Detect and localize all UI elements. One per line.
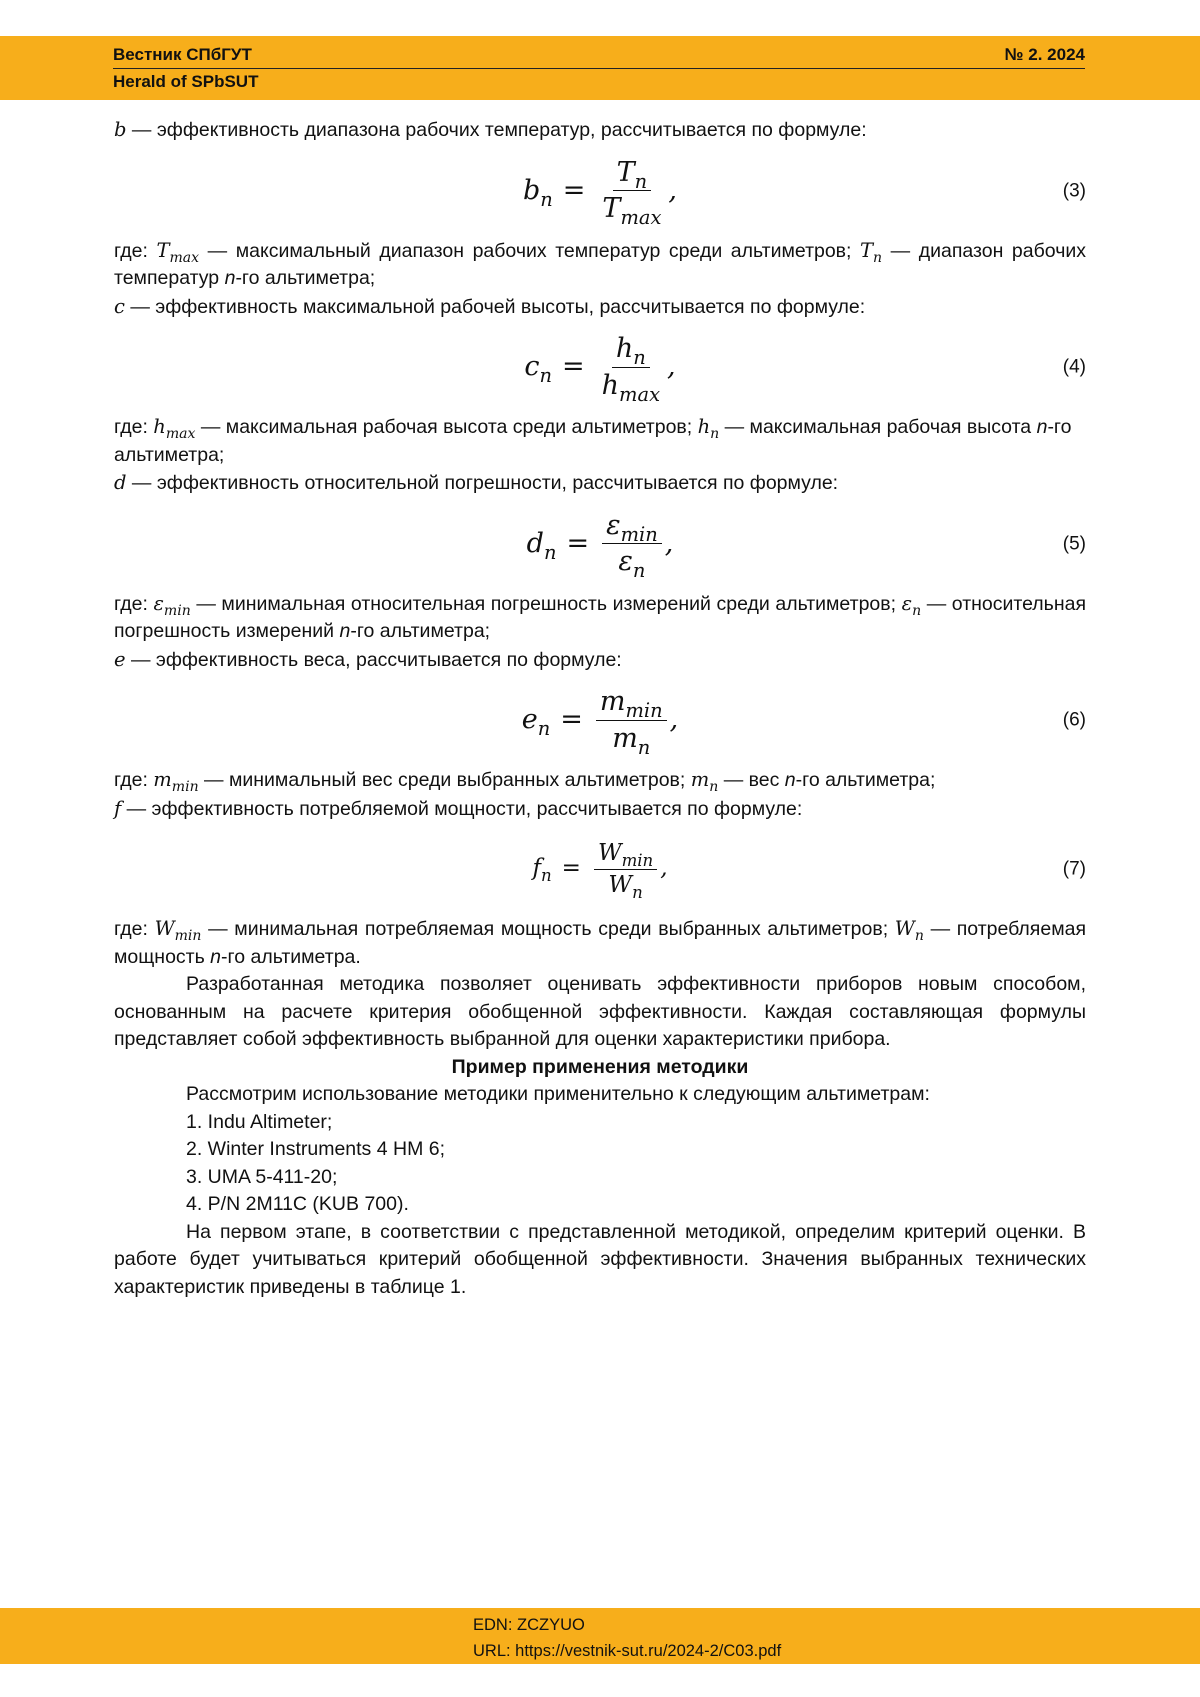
edn-code: EDN: ZCZYUO	[453, 1612, 1081, 1638]
list-intro: Рассмотрим использование методики применительно к следующим альтиметрам:	[186, 1081, 1086, 1109]
e-definition: e — эффективность веса, рассчитывается по формуле:	[114, 646, 1086, 675]
formula-number: (5)	[1063, 530, 1086, 558]
formula-number: (6)	[1063, 706, 1086, 734]
section-title: Пример применения методики	[114, 1054, 1086, 1082]
c-where: где: hmax — максимальная рабочая высота среди альтиметров; hn — максимальная рабочая высота n-го альтиметра;	[114, 413, 1086, 469]
journal-footer	[0, 1608, 1200, 1664]
journal-header	[0, 36, 1200, 100]
formula-6: en = mmin mn , (6)	[114, 674, 1086, 766]
formula-5: dn = εmin εn , (5)	[114, 498, 1086, 590]
journal-title-ru: Вестник СПбГУТ	[113, 45, 252, 65]
formula-4: cn = hn hmax , (4)	[114, 321, 1086, 413]
b-where: где: Tmax — максимальный диапазон рабочих температур среди альтиметров; Tn — диапазон рабочих температур n-го альтиметра;	[114, 237, 1086, 293]
issue-number: № 2. 2024	[1005, 45, 1085, 65]
formula-number: (7)	[1063, 855, 1086, 883]
formula-number: (3)	[1063, 177, 1086, 205]
formula-3: bn = Tn Tmax , (3)	[114, 145, 1086, 237]
d-definition: d — эффективность относительной погрешности, рассчитывается по формуле:	[114, 469, 1086, 498]
list-item: 1. Indu Altimeter;	[186, 1109, 1086, 1137]
paragraph-final: На первом этапе, в соответствии с представленной методикой, определим критерий оценки. В работе будет учитываться критерий обобщенной эффективности. Значения выбранных технических характеристик приведены в таблице 1.	[114, 1219, 1086, 1302]
list-item: 3. UMA 5-411-20;	[186, 1164, 1086, 1192]
d-where: где: εmin — минимальная относительная погрешность измерений среди альтиметров; εn — относительная погрешность измерений n-го альтиметра;	[114, 590, 1086, 646]
altimeter-list	[114, 1081, 1086, 1219]
c-definition: c — эффективность максимальной рабочей высоты, рассчитывается по формуле:	[114, 293, 1086, 322]
formula-7: fn = Wmin Wn , (7)	[114, 823, 1086, 915]
journal-title-en: Herald of SPbSUT	[113, 72, 1085, 92]
article-url[interactable]: URL: https://vestnik-sut.ru/2024-2/C03.pdf	[453, 1638, 1081, 1664]
paragraph-method: Разработанная методика позволяет оценивать эффективности приборов новым способом, основанным на расчете критерия обобщенной эффективности. Каждая составляющая формулы представляет собой эффективность выбранной для оценки характеристики прибора.	[114, 971, 1086, 1054]
list-item: 4. P/N 2M11C (KUB 700).	[186, 1191, 1086, 1219]
f-where: где: Wmin — минимальная потребляемая мощность среди выбранных альтиметров; Wn — потребляемая мощность n-го альтиметра.	[114, 915, 1086, 971]
list-item: 2. Winter Instruments 4 HM 6;	[186, 1136, 1086, 1164]
f-definition: f — эффективность потребляемой мощности, рассчитывается по формуле:	[114, 795, 1086, 824]
formula-number: (4)	[1063, 353, 1086, 381]
e-where: где: mmin — минимальный вес среди выбранных альтиметров; mn — вес n-го альтиметра;	[114, 766, 1086, 795]
article-body	[114, 116, 1086, 1301]
b-definition: b — эффективность диапазона рабочих температур, рассчитывается по формуле:	[114, 116, 1086, 145]
